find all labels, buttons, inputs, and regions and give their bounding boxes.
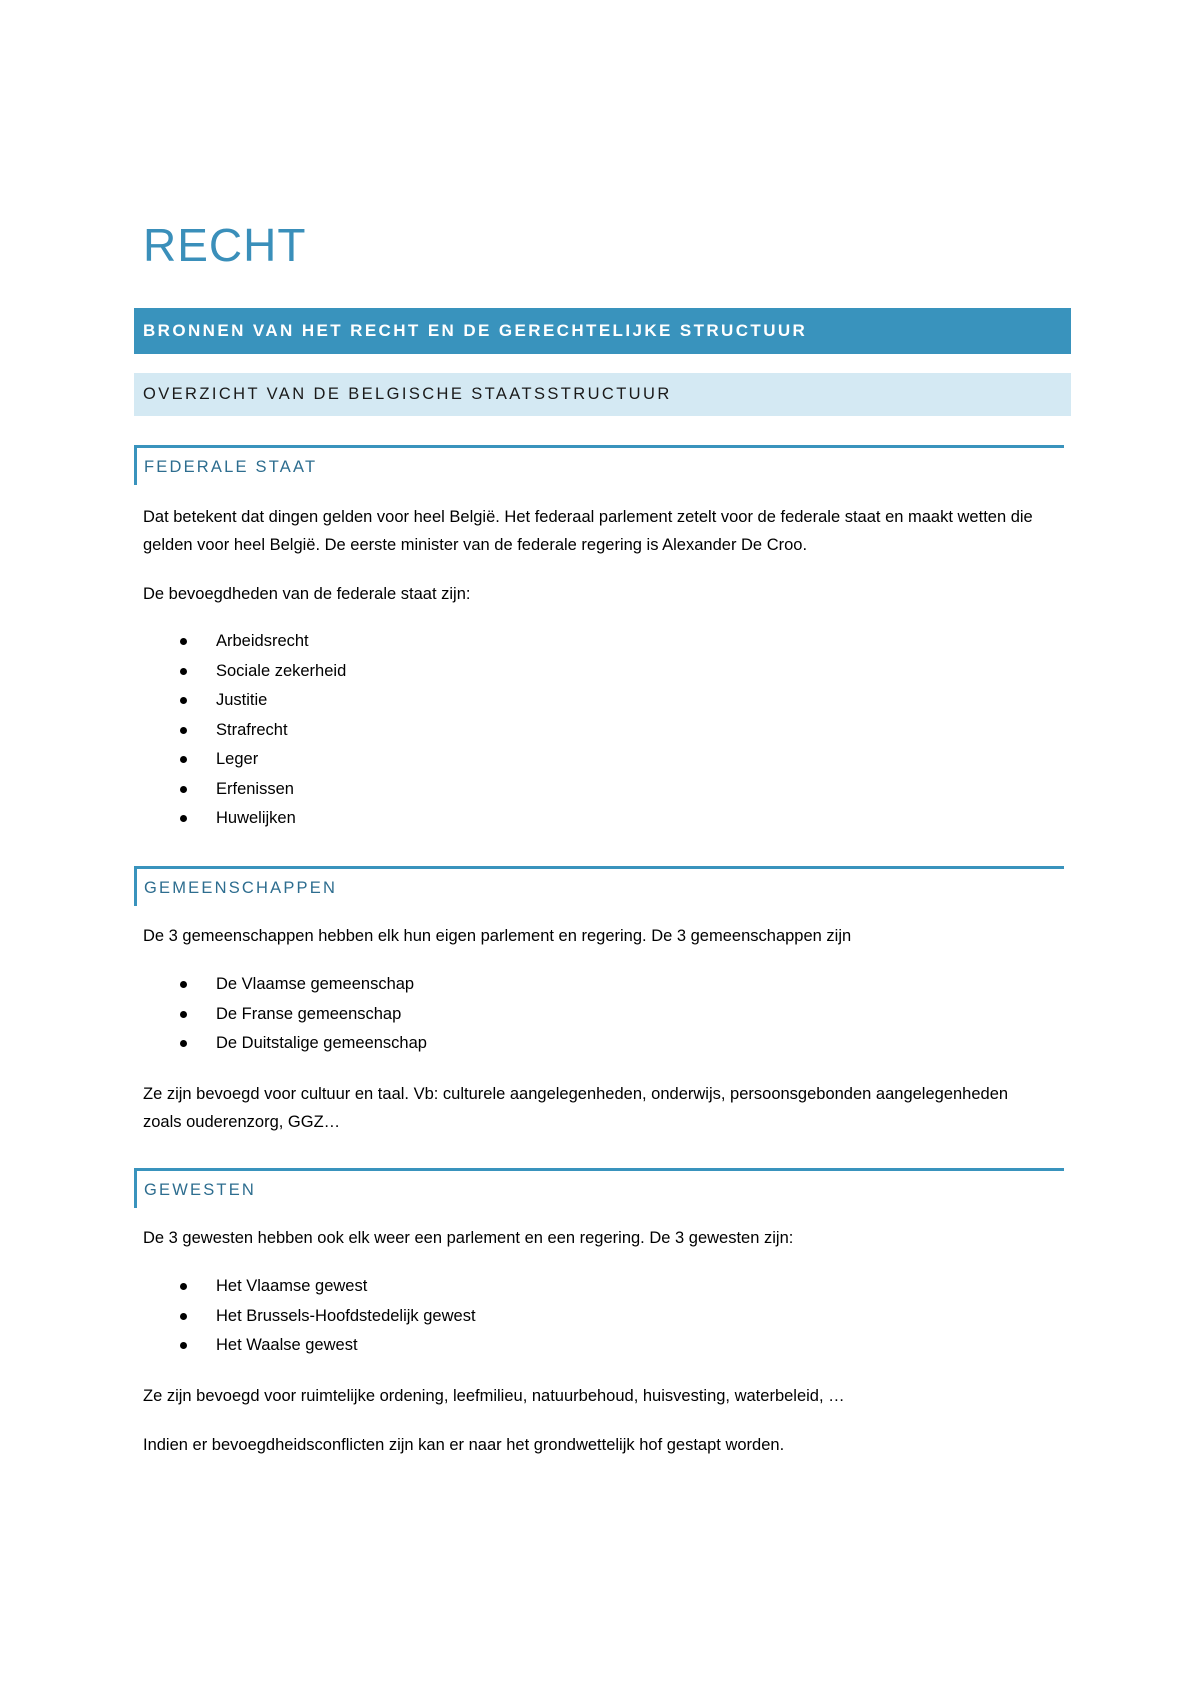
list-item: Het Vlaamse gewest bbox=[143, 1272, 476, 1302]
bullet-icon bbox=[180, 756, 187, 763]
bullet-icon bbox=[180, 668, 187, 675]
list-item: De Vlaamse gemeenschap bbox=[143, 970, 427, 1000]
list-item: De Duitstalige gemeenschap bbox=[143, 1029, 427, 1059]
bullet-icon bbox=[180, 727, 187, 734]
list-item: Justitie bbox=[143, 686, 346, 716]
bullet-icon bbox=[180, 1283, 187, 1290]
list-item: Het Waalse gewest bbox=[143, 1331, 476, 1361]
heading-sources-of-law: BRONNEN VAN HET RECHT EN DE GERECHTELIJKE STRUCTUUR bbox=[134, 308, 1071, 354]
list-item: Sociale zekerheid bbox=[143, 657, 346, 687]
communities-intro-paragraph: De 3 gemeenschappen hebben elk hun eigen parlement en regering. De 3 gemeenschappen zijn bbox=[143, 927, 852, 945]
list-item: Het Brussels-Hoofdstedelijk gewest bbox=[143, 1302, 476, 1332]
federal-intro-paragraph: Dat betekent dat dingen gelden voor heel België. Het federaal parlement zetelt voor de federale staat en maakt wetten die gelden voor heel België. De eerste minister van de federale regering is Alexander De Croo. bbox=[143, 508, 1033, 554]
federal-powers-intro: De bevoegdheden van de federale staat zijn: bbox=[143, 585, 471, 603]
bullet-icon bbox=[180, 1040, 187, 1047]
list-item: Leger bbox=[143, 745, 346, 775]
federal-powers-list bbox=[143, 627, 346, 834]
heading-federal-state: FEDERALE STAAT bbox=[134, 445, 1064, 485]
list-item: Huwelijken bbox=[143, 804, 346, 834]
bullet-icon bbox=[180, 981, 187, 988]
bullet-icon bbox=[180, 1313, 187, 1320]
heading-communities: GEMEENSCHAPPEN bbox=[134, 866, 1064, 906]
list-item: Strafrecht bbox=[143, 716, 346, 746]
heading-state-structure-overview: OVERZICHT VAN DE BELGISCHE STAATSSTRUCTUUR bbox=[134, 373, 1071, 416]
bullet-icon bbox=[180, 1011, 187, 1018]
document-title: RECHT bbox=[143, 219, 307, 271]
bullet-icon bbox=[180, 697, 187, 704]
list-item: De Franse gemeenschap bbox=[143, 1000, 427, 1030]
heading-regions: GEWESTEN bbox=[134, 1168, 1064, 1208]
regions-intro-paragraph: De 3 gewesten hebben ook elk weer een parlement en een regering. De 3 gewesten zijn: bbox=[143, 1229, 794, 1247]
bullet-icon bbox=[180, 815, 187, 822]
regions-competence-paragraph: Ze zijn bevoegd voor ruimtelijke ordening, leefmilieu, natuurbehoud, huisvesting, waterbeleid, … bbox=[143, 1387, 845, 1405]
list-item: Erfenissen bbox=[143, 775, 346, 805]
regions-list bbox=[143, 1272, 476, 1361]
communities-list bbox=[143, 970, 427, 1059]
bullet-icon bbox=[180, 786, 187, 793]
competence-conflicts-paragraph: Indien er bevoegdheidsconflicten zijn kan er naar het grondwettelijk hof gestapt worden. bbox=[143, 1436, 785, 1454]
list-item: Arbeidsrecht bbox=[143, 627, 346, 657]
bullet-icon bbox=[180, 1342, 187, 1349]
bullet-icon bbox=[180, 638, 187, 645]
communities-competence-paragraph: Ze zijn bevoegd voor cultuur en taal. Vb: culturele aangelegenheden, onderwijs, persoonsgebonden aangelegenheden zoals ouderenzorg, GGZ… bbox=[143, 1085, 1009, 1131]
